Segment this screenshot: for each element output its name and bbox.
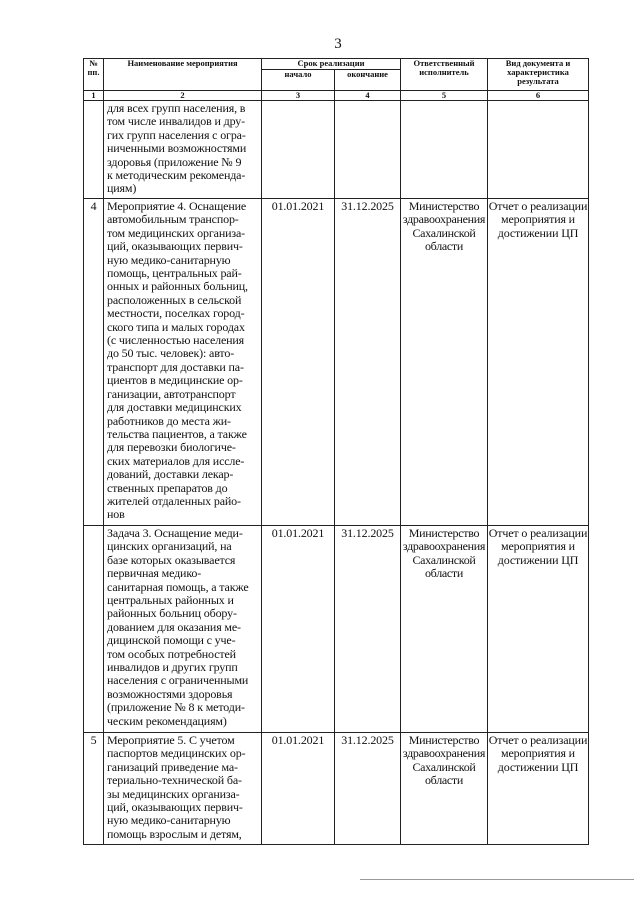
row-name-line: том особых потребностей <box>107 646 236 661</box>
header-period: Срок реализации <box>262 59 401 70</box>
row-name-line: районных больниц обору- <box>107 606 237 621</box>
row-name-line: санитарная помощь, а также <box>107 579 249 594</box>
row-name-line: Задача 3. Оснащение меди- <box>107 526 243 540</box>
row-responsible: Министерство здравоохранения Сахалинской области <box>401 733 488 845</box>
row-name-line: к методическим рекоменда- <box>107 168 246 183</box>
row-end-date <box>335 101 401 199</box>
row-name-line: Мероприятие 4. Оснащение <box>107 199 247 213</box>
row-name-line: ную медико-санитарную <box>107 813 231 828</box>
header-name: Наименование мероприятия <box>104 59 262 91</box>
row-number <box>84 526 104 733</box>
row-start-date: 01.01.2021 <box>262 526 335 733</box>
row-name-line: работников до места жи- <box>107 413 231 428</box>
row-name-line: ского типа и малых городах <box>107 319 245 334</box>
row-name-line: ственных препаратов до <box>107 480 228 495</box>
row-name-line: здоровья (приложение № 9 <box>107 154 242 169</box>
column-number: 6 <box>488 91 589 101</box>
row-responsible: Министерство здравоохранения Сахалинской области <box>401 526 488 733</box>
row-name-line: автомобильным транспор- <box>107 212 239 227</box>
row-name-line: гих групп населения с огра- <box>107 127 246 142</box>
row-name-line: ганизаций приведение ма- <box>107 759 238 774</box>
row-name-line: для доставки медицинских <box>107 400 242 415</box>
row-name-line: Мероприятие 5. С учетом <box>107 733 235 747</box>
row-document <box>488 101 589 199</box>
row-name-line: циям) <box>107 181 137 196</box>
row-name-line: дованием для оказания ме- <box>107 619 241 634</box>
row-name-line: для перевозки биологиче- <box>107 440 236 455</box>
row-responsible: Министерство здравоохранения Сахалинской области <box>401 199 488 526</box>
row-name-line: ную медико-санитарную <box>107 252 231 267</box>
row-name-line: ций, оказывающих первич- <box>107 239 243 254</box>
row-name-line: первичная медико- <box>107 566 202 581</box>
row-name-line: центральных районных и <box>107 593 234 608</box>
row-name-line: циентов в медицинские ор- <box>107 373 243 388</box>
column-number-row <box>84 91 589 101</box>
bottom-rule <box>360 879 634 880</box>
row-document: Отчет о реализации мероприятия и достижении ЦП <box>488 526 589 733</box>
row-start-date: 01.01.2021 <box>262 733 335 845</box>
row-name-line: ских материалов для иссле- <box>107 453 245 468</box>
row-name-line: для всех групп населения, в <box>107 101 246 115</box>
header-end: окончание <box>335 70 401 91</box>
row-name-line: базе которых оказывается <box>107 552 236 567</box>
row-name-line: нов <box>107 507 125 522</box>
row-name-line: ческим рекомендациям) <box>107 713 227 728</box>
row-responsible <box>401 101 488 199</box>
row-document: Отчет о реализации мероприятия и достижении ЦП <box>488 199 589 526</box>
column-number: 2 <box>104 91 262 101</box>
row-name-line: (приложение № 8 к методи- <box>107 700 245 715</box>
row-name <box>104 101 262 199</box>
row-name-line: том медицинских организа- <box>107 225 245 240</box>
row-start-date: 01.01.2021 <box>262 199 335 526</box>
row-name-line: (с численностью населения <box>107 333 245 348</box>
row-end-date: 31.12.2025 <box>335 526 401 733</box>
row-name-line: тельства пациентов, а также <box>107 426 247 441</box>
row-name-line: паспортов медицинских ор- <box>107 746 246 761</box>
header-start: начало <box>262 70 335 91</box>
row-end-date: 31.12.2025 <box>335 733 401 845</box>
row-number <box>84 101 104 199</box>
row-name-line: инвалидов и других групп <box>107 660 238 675</box>
column-number: 3 <box>262 91 335 101</box>
column-number: 4 <box>335 91 401 101</box>
table-row <box>84 526 589 733</box>
row-name-line: том числе инвалидов и дру- <box>107 114 245 129</box>
column-number: 5 <box>401 91 488 101</box>
header-responsible: Ответственный исполнитель <box>401 59 488 91</box>
table-row <box>84 101 589 199</box>
row-name-line: до 50 тыс. человек): авто- <box>107 346 235 361</box>
row-name <box>104 199 262 526</box>
column-number: 1 <box>84 91 104 101</box>
row-name-line: помощь, центральных рай- <box>107 266 242 281</box>
row-name-line: местности, поселках город- <box>107 306 245 321</box>
header-document: Вид документа и характеристика результата <box>488 59 589 91</box>
row-name-line: дицинской помощи с уче- <box>107 633 236 648</box>
row-number: 4 <box>84 199 104 526</box>
row-name-line: жителей отдаленных райо- <box>107 493 241 508</box>
activities-table <box>83 58 589 845</box>
row-name-line: дований, доставки лекар- <box>107 467 234 482</box>
row-name-line: онных и районных больниц, <box>107 279 248 294</box>
table-row <box>84 733 589 845</box>
row-name-line: ций, оказывающих первич- <box>107 800 243 815</box>
row-name <box>104 733 262 845</box>
row-name <box>104 526 262 733</box>
header-number: № пп. <box>84 59 104 91</box>
row-number: 5 <box>84 733 104 845</box>
row-name-line: помощь взрослым и детям, <box>107 826 242 841</box>
row-name-line: возможностями здоровья <box>107 686 233 701</box>
row-name-line: расположенных в сельской <box>107 292 242 307</box>
table-row <box>84 199 589 526</box>
row-name-line: транспорт для доставки па- <box>107 359 244 374</box>
row-name-line: териально-технической ба- <box>107 773 242 788</box>
row-name-line: цинских организаций, на <box>107 539 232 554</box>
row-name-line: населения с ограниченными <box>107 673 249 688</box>
row-end-date: 31.12.2025 <box>335 199 401 526</box>
row-name-line: ниченными возможностями <box>107 141 247 156</box>
row-name-line: зы медицинских организа- <box>107 786 240 801</box>
page-number: 3 <box>334 36 342 52</box>
row-start-date <box>262 101 335 199</box>
row-name-line: ганизации, автотранспорт <box>107 386 236 401</box>
row-document: Отчет о реализации мероприятия и достижении ЦП <box>488 733 589 845</box>
